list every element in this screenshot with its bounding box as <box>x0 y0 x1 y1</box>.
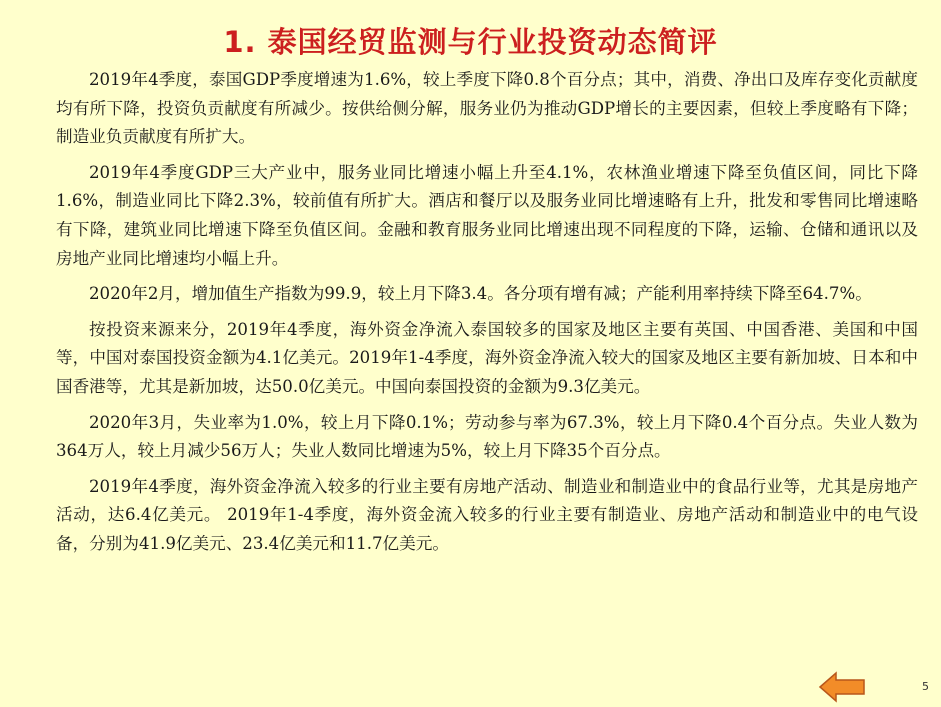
paragraph-employment: 2020年3月，失业率为1.0%，较上月下降0.1%；劳动参与率为67.3%，较上月下降0.4个百分点。失业人数为364万人，较上月减少56万人；失业人数同比增速为5%，较上月下降35个百分点。 <box>56 412 918 461</box>
paragraph-gdp: 2019年4季度，泰国GDP季度增速为1.6%，较上季度下降0.8个百分点；其中，消费、净出口及库存变化贡献度均有所下降，投资负贡献度有所减少。按供给侧分解，服务业仍为推动GDP增长的主要因素，但较上季度略有下降；制造业负贡献度有所扩大。 <box>56 70 918 147</box>
page-number: 5 <box>922 680 929 693</box>
slide-title: 1. 泰国经贸监测与行业投资动态简评 <box>223 25 718 59</box>
paragraph-investment-industry: 2019年4季度，海外资金净流入较多的行业主要有房地产活动、制造业和制造业中的食品行业等，尤其是房地产活动，达6.4亿美元。 2019年1-4季度，海外资金流入较多的行业主要有制造业、房地产活动和制造业中的电气设备，分别为41.9亿美元、23.4亿美元和11.7亿美元。 <box>56 476 918 553</box>
paragraph-production-index: 2020年2月，增加值生产指数为99.9，较上月下降3.4。各分项有增有减；产能利用率持续下降至64.7%。 <box>89 284 872 304</box>
back-button[interactable] <box>818 671 866 703</box>
left-arrow-icon <box>818 671 866 703</box>
paragraph-industries: 2019年4季度GDP三大产业中，服务业同比增速小幅上升至4.1%，农林渔业增速下降至负值区间，同比下降1.6%，制造业同比下降2.3%，较前值有所扩大。酒店和餐厅以及服务业同比增速略有上升，批发和零售同比增速略有下降，建筑业同比增速下降至负值区间。金融和教育服务业同比增速出现不同程度的下降，运输、仓储和通讯以及房地产业同比增速均小幅上升。 <box>56 162 918 268</box>
slide-body <box>56 66 918 566</box>
paragraph-investment-source: 按投资来源来分，2019年4季度，海外资金净流入泰国较多的国家及地区主要有英国、中国香港、美国和中国等，中国对泰国投资金额为4.1亿美元。2019年1-4季度，海外资金净流入较大的国家及地区主要有新加坡、日本和中国香港等，尤其是新加坡，达50.0亿美元。中国向泰国投资的金额为9.3亿美元。 <box>56 319 918 396</box>
